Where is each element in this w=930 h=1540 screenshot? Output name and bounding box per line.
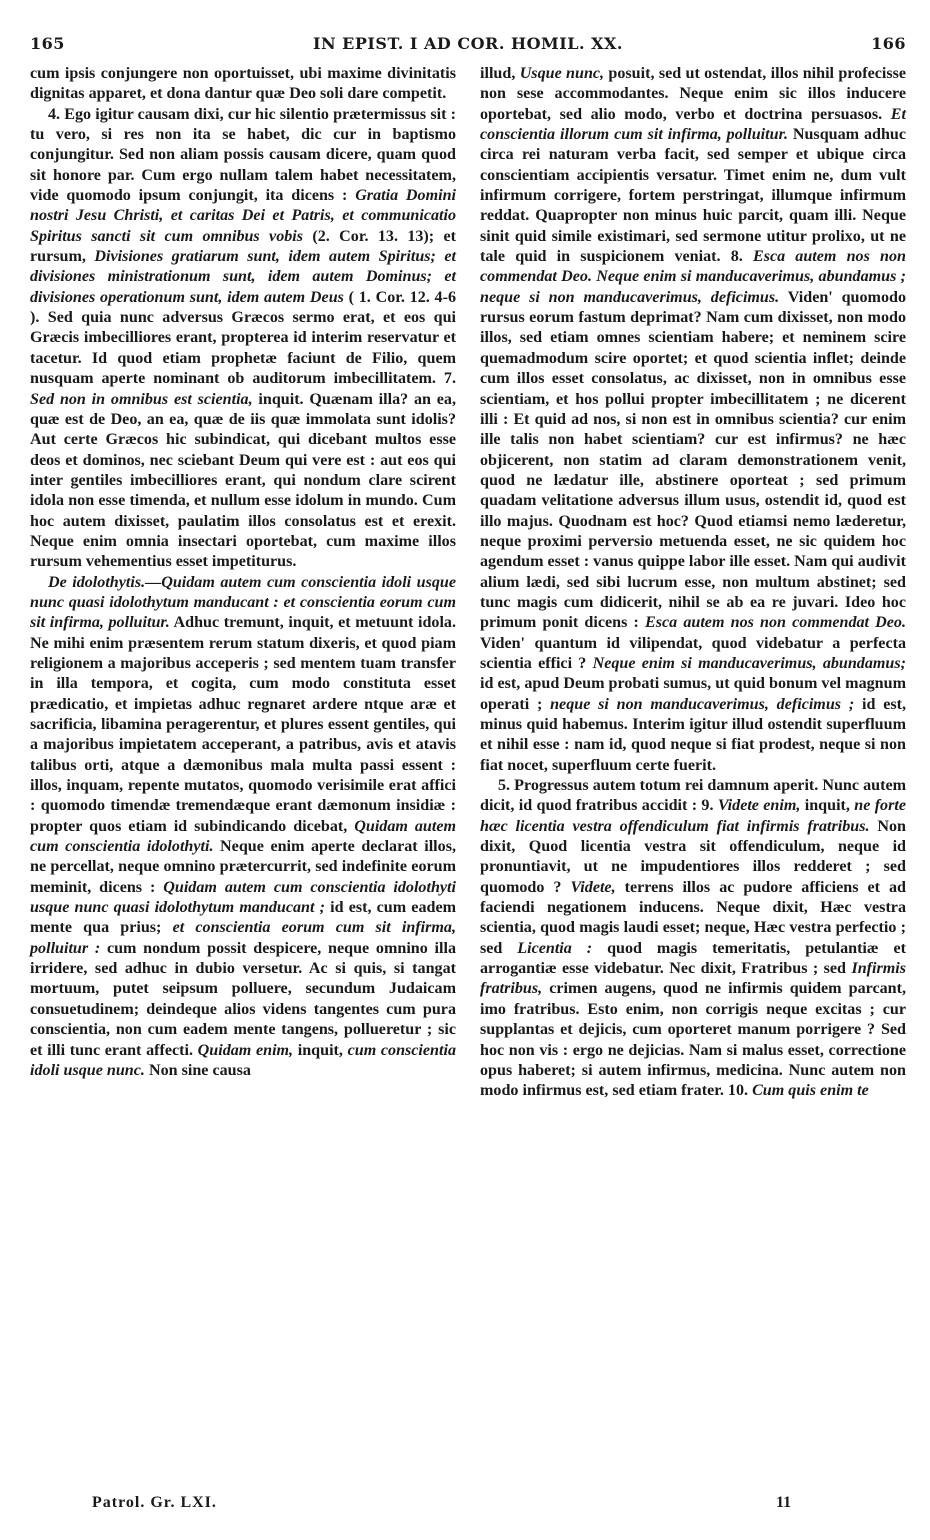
italic-quotation: Quidam enim, (197, 1041, 294, 1059)
sheet-number: 11 (776, 1494, 792, 1511)
paragraph (480, 64, 906, 776)
italic-quotation: ne forte hæc licentia vestra offendiculum fiat infirmis fratribus. (480, 797, 906, 835)
italic-quotation: neque si non manducaverimus, deficimus ; (550, 695, 855, 713)
text-run: Neque enim aperte declarat illos, ne percellat, neque omnino prætercurrit, sed indefinite eorum meminit, dicens : (30, 838, 456, 896)
italic-quotation: Videte, (570, 878, 616, 896)
italic-quotation: Gratia Domini nostri Jesu Christi, et caritas Dei et Patris, et communicatio Spiritus sancti sit cum omnibus vobis (30, 187, 456, 245)
italic-quotation: Neque enim si manducaverimus, abundamus; (592, 654, 906, 672)
text-run: ( 1. Cor. 12. 4-6 ). Sed quia nunc adversus Græcos sermo erat, et eos qui Græcis imbecilliores erant, propterea id interim reservatur et tacetur. Id quod etiam prophetæ faciunt de Filio, quem nusquam aperte nominant ob auditorum imbecillitatem. 7. (30, 288, 456, 388)
running-header (30, 34, 906, 60)
italic-quotation: Cum quis enim te (752, 1082, 869, 1100)
italic-quotation: Esca autem nos non commendat Deo. (645, 614, 906, 632)
running-title: IN EPIST. I AD COR. HOMIL. XX. (313, 34, 623, 53)
text-run: Nusquam adhuc circa rei naturam verba facit, sed semper et ubique circa conscientiam accipientis versatur. Timet enim ne, dum vult infirmum corrigere, fortem perstringat, illumque infirmum reddat. Quapropter non minus huic parcit, quam illi. Neque sinit quid simile existimari, sed sermone utitur prolixo, ut ne tale quid in suspicionem veniat. 8. (480, 126, 906, 266)
page-footer (0, 1494, 930, 1520)
italic-quotation: et conscientia eorum cum sit infirma, polluitur : (30, 919, 456, 957)
italic-quotation: Esca autem nos non commendat Deo. Neque enim si manducaverimus, abundamus ; neque si non manducaverimus, deficimus. (480, 248, 906, 306)
text-run: terrens illos ac pudore afficiens et ad faciendi negationem inducens. Neque dixit, Hæc vestra scientia, quod magis laudi esset; neque, Hæc vestra perfectio ; sed (480, 878, 906, 957)
text-run: inquit. Quænam illa? an ea, quæ est de Deo, an ea, quæ de iis quæ immolata sunt idolis? Aut certe Græcos hic subindicat, qui dicebant multos esse deos et dominos, nec sciebant Deum qui vere est : aut eos qui inter gentiles imbecilliores erant, qui nondum clare scirent idola non esse timenda, et nullum esse idolum in mundo. Cum hoc autem dixisset, paulatim illos consolatus est et erexit. Neque enim omnia insectari oportebat, cum maxime illos rursum vehementius esset impetiturus. (30, 390, 456, 571)
italic-quotation: Sed non in omnibus est scientia, (30, 390, 253, 408)
text-columns (30, 64, 906, 1102)
text-run: id est, apud Deum probati sumus, ut quid bonum vel magnum operati ; (480, 675, 906, 713)
text-run: crimen augens, quod ne infirmis quidem parcant, imo fratribus. Esto enim, non corrigis neque excitas ; cur supplantas et dejicis, cum oporteret manum porrigere ? Sed hoc non vis : ergo ne dejicias. Nam si malus esset, correctione opus haberet; si autem infirmus, medicina. Nunc autem non modo infirmus est, sed etiam frater. 10. (480, 980, 906, 1100)
page-number-left: 165 (30, 34, 65, 53)
italic-quotation: Licentia : (517, 939, 593, 957)
italic-quotation: Quidam autem cum conscientia idolothyti. (30, 817, 457, 856)
paragraph (30, 64, 456, 105)
paragraph (30, 573, 456, 1082)
right-column (480, 64, 906, 1102)
text-run: id est, minus quid habemus. Interim igitur illud ostendit superfluum et nihil esse : nam id, quod neque si fiat prodest, neque si non fiat nocet, superfluum certe fuerit. (480, 695, 906, 774)
text-run: Non dixit, Quod licentia vestra sit offendiculum, neque id pronuntiavit, ut ne impudentiores illos redderet ; sed quomodo ? (480, 817, 906, 896)
text-run: cum nondum possit despicere, neque omnino illa irridere, sed adhuc in dubio versetur. Ac si quis, si tangat mortuum, putet seipsum polluere, secundum Judaicam consuetudinem; deindeque alios videns tangentes cum pura conscientia, non cum eadem mente tangens, pollueretur ; sic et illi tunc erant affecti. (30, 939, 456, 1059)
italic-quotation: Usque nunc, (519, 65, 605, 82)
italic-quotation: Videte enim, (717, 797, 801, 815)
text-run: Viden' quomodo rursus eorum fastum deprimat? Nam cum dixisset, non modo illos, sed etiam omnes scientiam habere; et neminem scire quemadmodum scire oportet; et quod scientia inflet; deinde cum illos esset consolatus, ac dixisset, non in omnibus esse scientiam, et hos pollui propter imbecillitatem ; ne dicerent illi : Et quid ad nos, si non est in omnibus scientia? cur enim ille talis non habet scientiam? cur est infirmus? ne hæc objicerent, non statim ad claram demonstrationem venit, quod ne lædatur ille, abstinere oporteat ; sed primum quadam velitatione adversus illum usus, ostendit id, quod est illo majus. Quodnam est hoc? Quod etiamsi nemo læderetur, neque proximi perversio metuenda esset, ne sic quidem hoc agendum esset : vanus quippe labor ille esset. Nam qui audivit alium lædi, sed sibi lucrum esse, non multum abstinet; sed tunc magis cum didicerit, nihil se ab ea re juvari. Ideo hoc primum ponit dicens : (480, 288, 906, 632)
text-run: quod magis temeritatis, petulantiæ et arrogantiæ esse videbatur. Nec dixit, Fratribus ; sed (480, 939, 906, 978)
italic-quotation: De idolothytis.—Quidam autem cum conscientia idoli usque nunc quasi idolothytum manducant : et conscientia eorum cum sit infirma, polluitur. (30, 573, 456, 632)
text-run: cum ipsis conjungere non oportuisset, ubi maxime divinitatis dignitas apparet, et dona dantur quæ Deo soli dare competit. (30, 65, 456, 103)
paragraph (480, 776, 906, 1102)
left-column (30, 64, 456, 1102)
italic-quotation: Et conscientia illorum cum sit infirma, polluitur. (480, 105, 906, 144)
text-run: (2. Cor. 13. 13); et rursum, (30, 227, 457, 266)
text-run: posuit, sed ut ostendat, illos nihil profecisse non sese accommodantes. Neque enim sic illos inducere oportebat, sed alio modo, verbo et doctrina persuasos. (480, 65, 906, 123)
italic-quotation: Infirmis fratribus, (480, 960, 906, 998)
text-run: Non sine causa (144, 1061, 251, 1079)
text-run: 5. Progressus autem totum rei damnum aperit. Nunc autem dicit, id quod fratribus accidit : 9. (480, 777, 906, 815)
text-run: Adhuc tremunt, inquit, et metuunt idola. Ne mihi enim præsentem rerum statum dixeris, et quod piam religionem a majoribus acceperis ; sed mentem tuam transfer in illa tempora, et cogita, cum modo constituta esset prædicatio, et impietas adhuc regnaret ardere ntque aræ et sacrificia, libamina peragerentur, et plures essent gentiles, qui a majoribus impietatem acceperant, a patribus, avis et atavis talibus orti, atque a dæmonibus mala multa passi essent : illos, inquam, repente mutatos, quomodo verisimile erat affici : quomodo timendæ tremendæque erant dæmonum insidiæ : propter quos etiam id subindicando dicebat, (30, 614, 456, 835)
text-run: id est, cum eadem mente qua prius; (30, 899, 456, 937)
text-run: illud, (480, 65, 520, 82)
text-run: inquit, (800, 797, 855, 815)
signature-mark: Patrol. Gr. LXI. (92, 1494, 217, 1511)
italic-quotation: Divisiones gratiarum sunt, idem autem Spiritus; et divisiones ministrationum sunt, idem autem Dominus; et divisiones operationum sunt, idem autem Deus (30, 248, 456, 306)
page-number-right: 166 (871, 34, 906, 53)
text-run: inquit, (293, 1041, 348, 1059)
italic-quotation: Quidam autem cum conscientia idolothyti usque nunc quasi idolothytum manducant ; (30, 878, 456, 917)
text-run: 4. Ego igitur causam dixi, cur hic silentio prætermissus sit : tu vero, si res non ita se habet, dic cur in baptismo conjungitur. Sed non aliam possis causam dicere, quam quod sit honore par. Cum ergo nullam talem habet necessitatem, vide quomodo ipsum conjungit, ita dicens : (30, 105, 456, 205)
italic-quotation: cum conscientia idoli usque nunc. (30, 1041, 456, 1079)
paragraph (30, 105, 456, 573)
text-run: Viden' quantum id vilipendat, quod videbatur a perfecta scientia effici ? (480, 634, 906, 672)
